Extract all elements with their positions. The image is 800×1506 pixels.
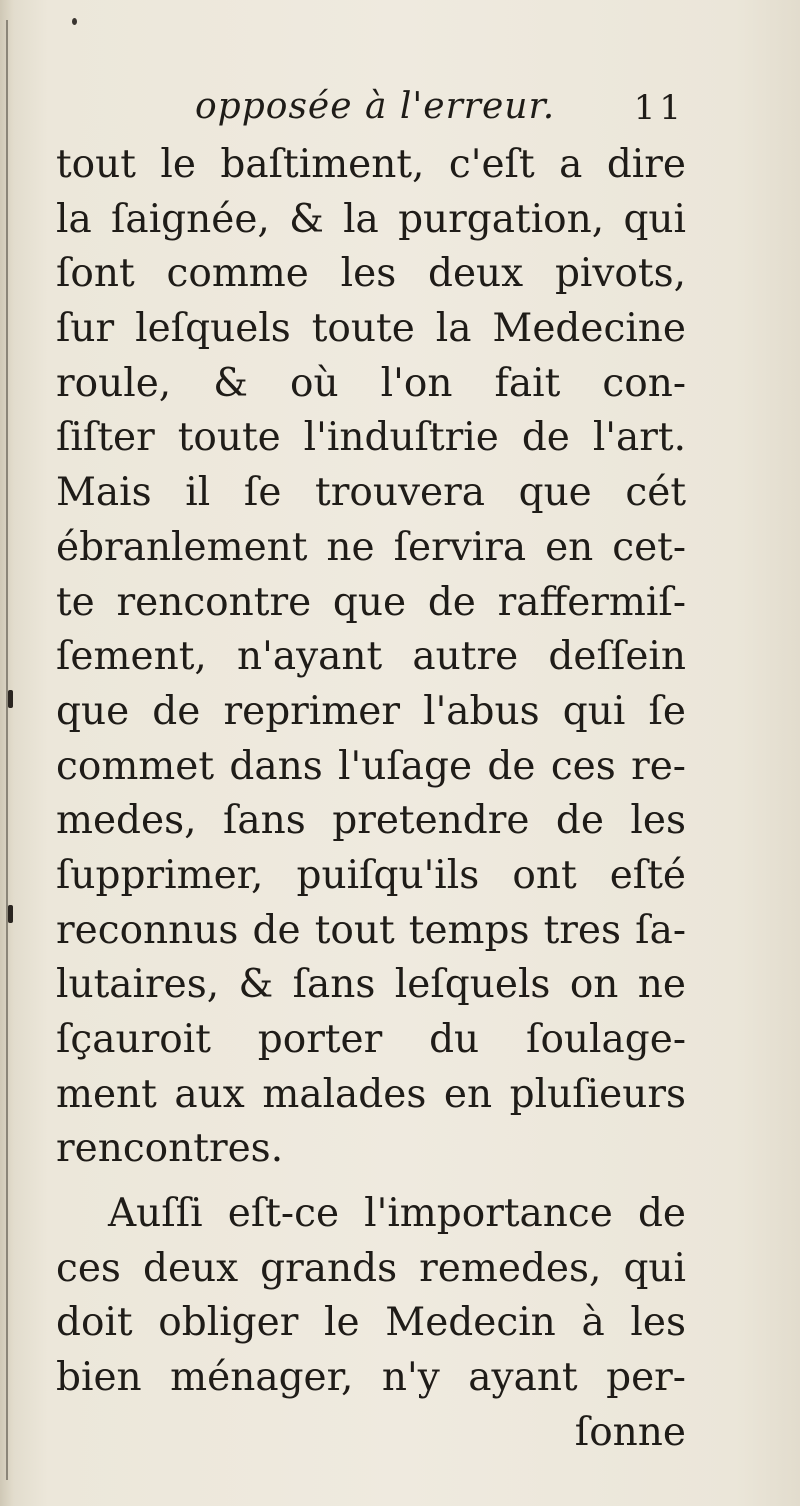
text-line: doit obliger le Medecin à les [56, 1300, 686, 1346]
text-line: tout le baſtiment, c'eſt a dire [56, 142, 686, 187]
ink-mark [8, 905, 13, 923]
page-number: 11 [633, 88, 685, 128]
text-line: Auſſi eſt-ce l'importance de [108, 1191, 686, 1237]
text-line: bien ménager, n'y ayant per- [56, 1355, 686, 1401]
text-line: ébranlement ne ſervira en cet- [56, 524, 686, 570]
text-line: reconnus de tout temps tres ſa- [56, 907, 686, 953]
binding-edge [6, 20, 8, 1480]
text-line: te rencontre que de raffermiſ- [56, 579, 686, 625]
text-line: ſupprimer, puiſqu'ils ont eſté [56, 852, 686, 898]
running-head [195, 86, 685, 136]
text-line: Mais il ſe trouvera que cét [56, 470, 686, 516]
text-line: commet dans l'uſage de ces re- [56, 743, 686, 789]
text-line: ces deux grands remedes, qui [56, 1245, 686, 1291]
text-line: lutaires, & ſans leſquels on ne [56, 962, 686, 1008]
text-line: ſçauroit porter du ſoulage- [56, 1017, 686, 1062]
text-line: ſiſter toute l'induſtrie de l'art. [56, 415, 686, 461]
ink-speck [72, 18, 77, 25]
page-text [56, 138, 686, 1461]
text-line: ſont comme les deux pivots, [56, 251, 686, 297]
text-line: que de reprimer l'abus qui ſe [56, 688, 686, 734]
text-line: medes, ſans pretendre de les [56, 798, 686, 844]
text-line: la ſaignée, & la purgation, qui [56, 196, 686, 242]
text-line: roule, & où l'on fait con- [56, 360, 686, 406]
text-line: ſur leſquels toute la Medecine [56, 306, 686, 352]
text-line: ſement, n'ayant autre deſſein [56, 634, 686, 680]
ink-mark [8, 690, 13, 708]
text-line: rencontres. [56, 1126, 284, 1172]
catchword: ſonne [574, 1409, 686, 1455]
text-line: ment aux malades en pluſieurs [56, 1071, 686, 1117]
running-title: opposée à l'erreur. [195, 86, 556, 127]
